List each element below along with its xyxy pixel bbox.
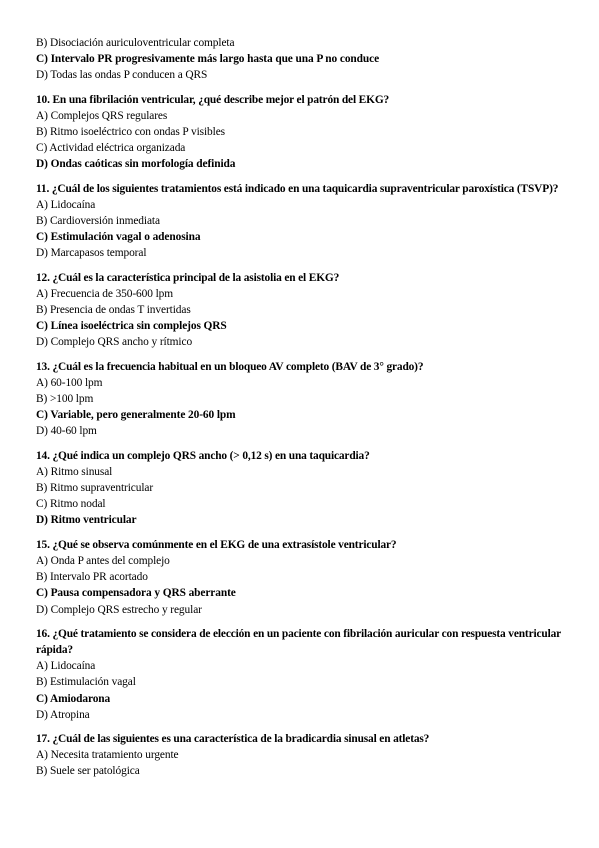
option-c-correct: C) Intervalo PR progresivamente más largo hasta que una P no conduce [36,53,380,66]
question-block-17 [36,731,566,780]
option-b: B) Suele ser patológica [36,765,140,778]
option-c-correct: C) Variable, pero generalmente 20-60 lpm [36,409,236,422]
question-text: 10. En una fibrilación ventricular, ¿qué describe mejor el patrón del EKG? [36,93,390,106]
question-text: 16. ¿Qué tratamiento se considera de elección en un paciente con fibrilación auricular con respuesta ventricular rápida? [36,627,561,656]
option-a: A) Ritmo sinusal [36,465,113,478]
option-d-correct: D) Ondas caóticas sin morfología definida [36,158,236,171]
question-text: 14. ¿Qué indica un complejo QRS ancho (> 0,12 s) en una taquicardia? [36,449,370,462]
question-text: 15. ¿Qué se observa comúnmente en el EKG de una extrasístole ventricular? [36,538,397,551]
question-block-10 [36,92,566,173]
option-d-correct: D) Ritmo ventricular [36,514,137,527]
option-c-correct: C) Estimulación vagal o adenosina [36,231,201,244]
option-b: B) Presencia de ondas T invertidas [36,304,191,317]
question-text: 11. ¿Cuál de los siguientes tratamientos está indicado en una taquicardia supraventricular paroxística (TSVP)? [36,182,559,195]
document-page [36,35,566,780]
option-a: A) 60-100 lpm [36,376,103,389]
option-d: D) Marcapasos temporal [36,247,147,260]
question-text: 17. ¿Cuál de las siguientes es una característica de la bradicardia sinusal en atletas? [36,732,430,745]
option-a: A) Necesita tratamiento urgente [36,749,179,762]
question-block-9-continued [36,35,566,84]
option-a: A) Lidocaína [36,660,96,673]
question-block-16 [36,626,566,723]
question-block-12 [36,270,566,351]
option-b: B) Intervalo PR acortado [36,571,148,584]
option-d: D) Complejo QRS ancho y rítmico [36,336,193,349]
question-block-13 [36,359,566,440]
option-b: B) Cardioversión inmediata [36,215,160,228]
question-text: 12. ¿Cuál es la característica principal de la asistolia en el EKG? [36,271,340,284]
option-b: B) Estimulación vagal [36,676,136,689]
question-block-11 [36,181,566,262]
option-d: D) Todas las ondas P conducen a QRS [36,69,208,82]
option-a: A) Lidocaína [36,198,96,211]
option-a: A) Complejos QRS regulares [36,109,168,122]
option-b: B) Disociación auriculoventricular completa [36,37,235,49]
option-c-correct: C) Línea isoeléctrica sin complejos QRS [36,320,227,333]
option-b: B) Ritmo isoeléctrico con ondas P visibles [36,126,225,139]
question-block-14 [36,448,566,529]
option-c-correct: C) Amiodarona [36,692,111,705]
option-c-correct: C) Pausa compensadora y QRS aberrante [36,587,236,600]
option-c: C) Actividad eléctrica organizada [36,142,186,155]
option-a: A) Onda P antes del complejo [36,554,170,567]
question-text: 13. ¿Cuál es la frecuencia habitual en un bloqueo AV completo (BAV de 3° grado)? [36,360,424,373]
option-a: A) Frecuencia de 350-600 lpm [36,287,174,300]
option-d: D) Atropina [36,708,90,721]
option-b: B) >100 lpm [36,393,94,406]
question-block-15 [36,537,566,618]
option-d: D) 40-60 lpm [36,425,97,438]
option-b: B) Ritmo supraventricular [36,482,154,495]
option-d: D) Complejo QRS estrecho y regular [36,603,202,616]
option-c: C) Ritmo nodal [36,498,106,511]
